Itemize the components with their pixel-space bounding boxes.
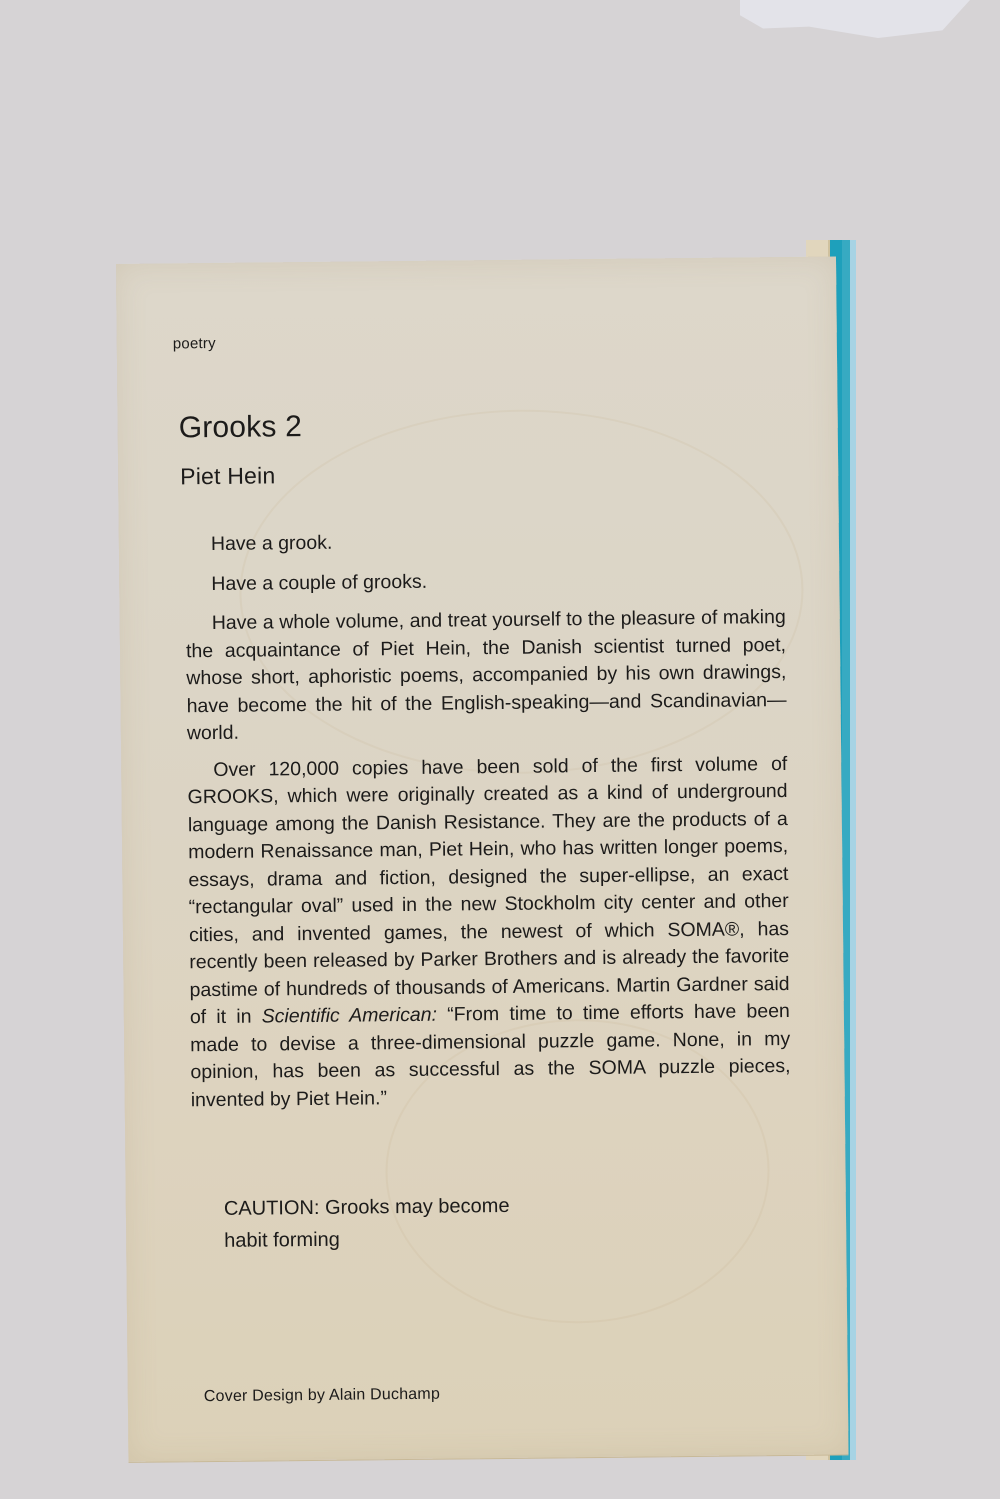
book-author: Piet Hein (180, 462, 276, 490)
background-paper-scrap (740, 0, 970, 38)
cover-text (116, 256, 849, 1461)
blurb-paragraph: Have a couple of grooks. (211, 570, 428, 595)
blurb (185, 525, 791, 1123)
blurb-paragraph: Have a whole volume, and treat yourself to the pleasure of making the acquaintance of Piet Hein, the Danish scientist turned poet, whose short, aphoristic poems, accompanied by his own drawings, have become the hit of the English-speaking—and Scandinavian—world. (185, 606, 787, 745)
blurb-quote: “From time to time efforts have been made to devise a three-dimensional puzzle game. None, in my opinion, has been as successful as the SOMA puzzle pieces, invented by Piet Hein.” (190, 999, 791, 1111)
caution-note (224, 1189, 565, 1257)
book-title: Grooks 2 (178, 410, 303, 445)
category-label: poetry (172, 334, 216, 353)
blurb-paragraph (187, 750, 791, 1114)
caution-line: habit forming (224, 1228, 340, 1252)
book-back-cover (116, 238, 864, 1464)
cover-design-credit: Cover Design by Alain Duchamp (203, 1385, 441, 1406)
blurb-text: Over 120,000 copies have been sold of the first volume of GROOKS, which were originally created as a kind of underground language among the Danish Resistance. They are the products of a modern Renaissance man, Piet Hein, who has written longer poems, essays, drama and fiction, designed the super-ellipse, an exact “rectangular oval” used in the new Stockholm city center and other cities, and invented games, the newest of which SOMA®, has recently been released by Parker Brothers and is already the favorite pastime of hundreds of thousands of Americans. Martin Gardner said of it in (187, 752, 790, 1029)
blurb-paragraph: Have a grook. (210, 531, 333, 556)
caution-line: CAUTION: Grooks may become (223, 1194, 510, 1220)
cover-page (116, 256, 849, 1461)
publication-name: Scientific American: (261, 1003, 438, 1028)
